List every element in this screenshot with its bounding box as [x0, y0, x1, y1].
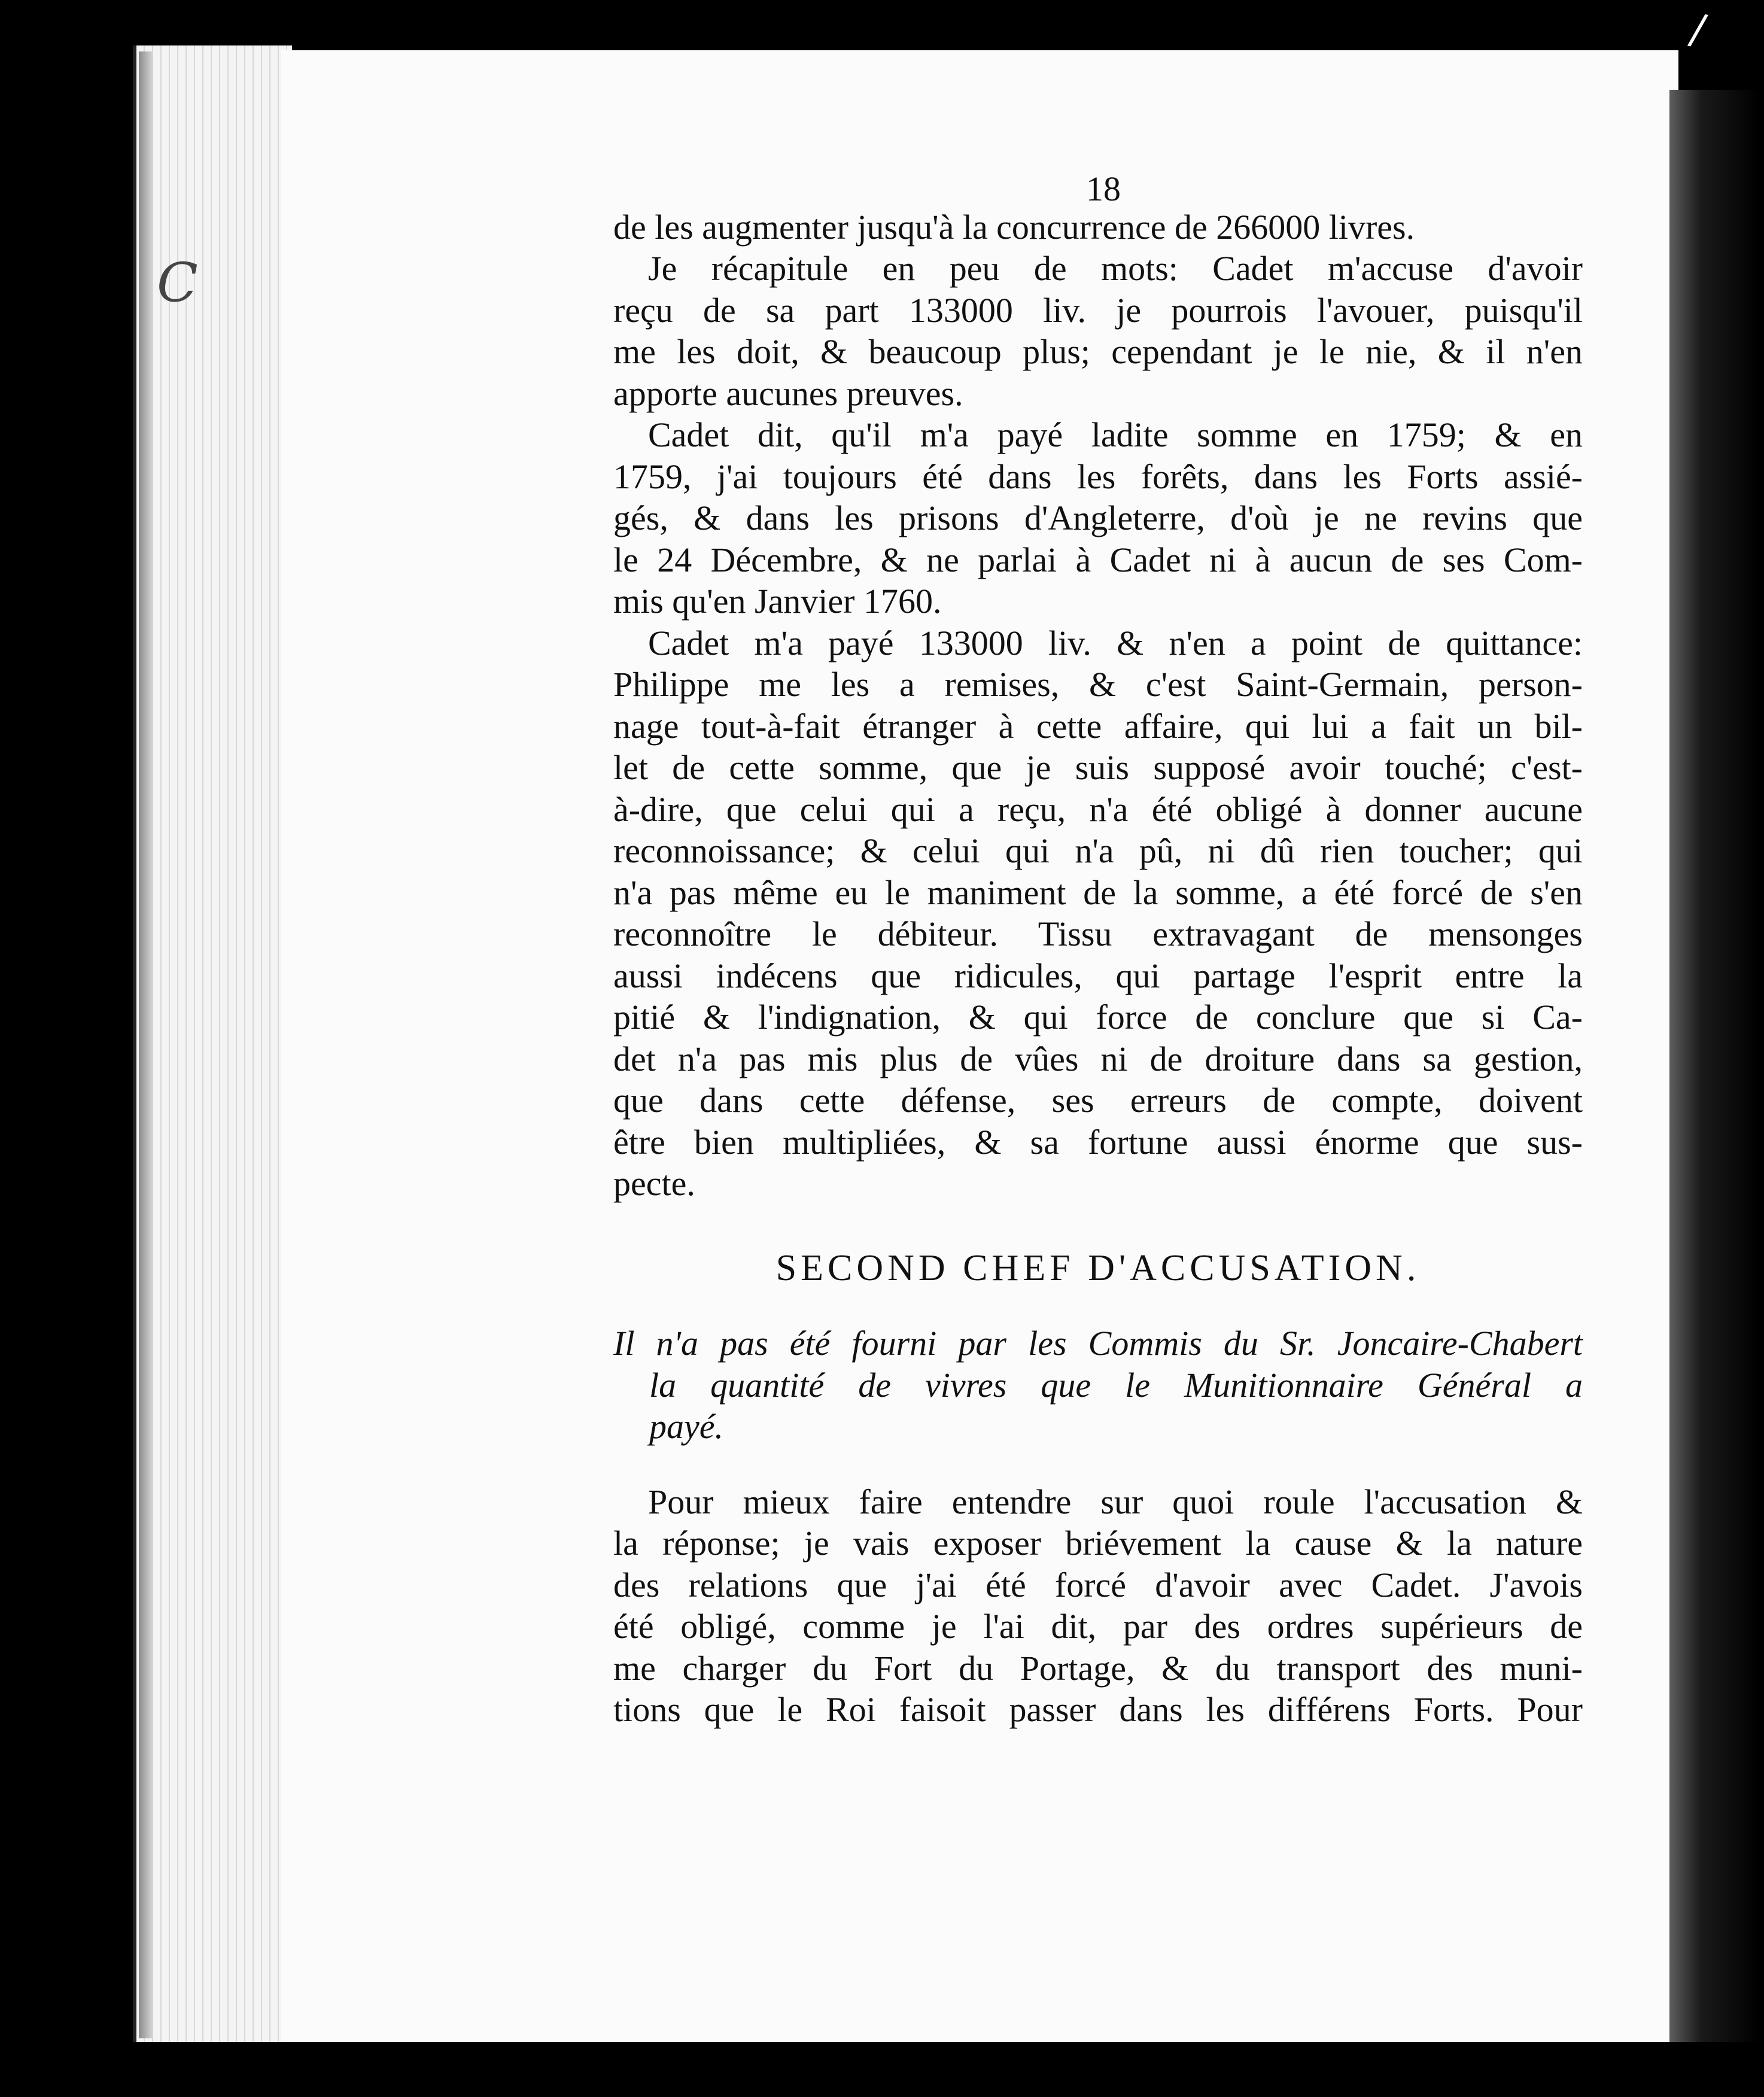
text-line: la réponse; je vais exposer briévement la cause & la nature: [613, 1524, 1583, 1563]
text-line: pecte.: [613, 1164, 695, 1203]
book-spine-shadow: [139, 51, 153, 2038]
scan-scratch-mark: /: [1686, 4, 1710, 55]
text-line: de les augmenter jusqu'à la concurrence de 266000 livres.: [613, 207, 1415, 247]
subheading-line: payé.: [649, 1407, 723, 1446]
subheading-line: la quantité de vivres que le Munitionnaire Général a: [649, 1365, 1583, 1405]
text-line: Philippe me les a remises, & c'est Saint-Germain, person-: [613, 665, 1583, 704]
text-line: nage tout-à-fait étranger à cette affaire, qui lui a fait un bil-: [613, 706, 1583, 746]
text-line: let de cette somme, que je suis supposé avoir touché; c'est-: [613, 748, 1583, 787]
text-line: tions que le Roi faisoit passer dans les différens Forts. Pour: [613, 1690, 1583, 1729]
text-line: mis qu'en Janvier 1760.: [613, 582, 942, 621]
section-heading: SECOND CHEF D'ACCUSATION.: [775, 1247, 1421, 1288]
text-line: aussi indécens que ridicules, qui partage l'esprit entre la: [613, 956, 1583, 995]
text-line: det n'a pas mis plus de vûes ni de droiture dans sa gestion,: [613, 1039, 1583, 1078]
text-line: à-dire, que celui qui a reçu, n'a été obligé à donner aucune: [613, 789, 1583, 829]
text-line: pitié & l'indignation, & qui force de conclure que si Ca-: [613, 998, 1583, 1037]
text-line: le 24 Décembre, & ne parlai à Cadet ni à aucun de ses Com-: [613, 540, 1583, 579]
page-gutter-shadow: [1669, 90, 1759, 2059]
text-line: gés, & dans les prisons d'Angleterre, d'où je ne revins que: [613, 499, 1583, 537]
text-line: n'a pas même eu le maniment de la somme, a été forcé de s'en: [613, 873, 1583, 912]
text-line: été obligé, comme je l'ai dit, par des ordres supérieurs de: [613, 1607, 1583, 1646]
text-line: Pour mieux faire entendre sur quoi roule l'accusation &: [648, 1482, 1583, 1521]
subheading-line: Il n'a pas été fourni par les Commis du Sr. Joncaire-Chabert: [613, 1324, 1583, 1363]
text-line: que dans cette défense, ses erreurs de compte, doivent: [613, 1081, 1583, 1120]
text-line: reconnoissance; & celui qui n'a pû, ni dû rien toucher; qui: [613, 831, 1583, 870]
text-line: 1759, j'ai toujours été dans les forêts, dans les Forts assié-: [613, 457, 1583, 496]
page-stack-edges: [133, 45, 292, 2044]
margin-letter: C: [157, 251, 198, 314]
text-line: apporte aucunes preuves.: [613, 373, 963, 413]
text-line: reconnoître le débiteur. Tissu extravagant de mensonges: [613, 914, 1583, 953]
text-line: Je récapitule en peu de mots: Cadet m'accuse d'avoir: [648, 249, 1583, 288]
scan-border-bottom: [133, 2042, 1760, 2097]
scan-border-top: [0, 0, 1764, 51]
text-line: Cadet m'a payé 133000 liv. & n'en a point de quittance:: [648, 623, 1583, 662]
text-line: Cadet dit, qu'il m'a payé ladite somme en 1759; & en: [648, 415, 1583, 454]
page-number: 18: [1086, 169, 1121, 208]
text-line: reçu de sa part 133000 liv. je pourrois l'avouer, puisqu'il: [613, 290, 1583, 330]
text-line: être bien multipliées, & sa fortune aussi énorme que sus-: [613, 1122, 1583, 1162]
text-line: des relations que j'ai été forcé d'avoir avec Cadet. J'avois: [613, 1565, 1583, 1604]
paragraph-gap: [613, 1448, 1583, 1481]
text-line: me les doit, & beaucoup plus; cependant je le nie, & il n'en: [613, 332, 1583, 371]
text-line: me charger du Fort du Portage, & du transport des muni-: [613, 1648, 1583, 1688]
page-text: [613, 165, 1583, 1731]
